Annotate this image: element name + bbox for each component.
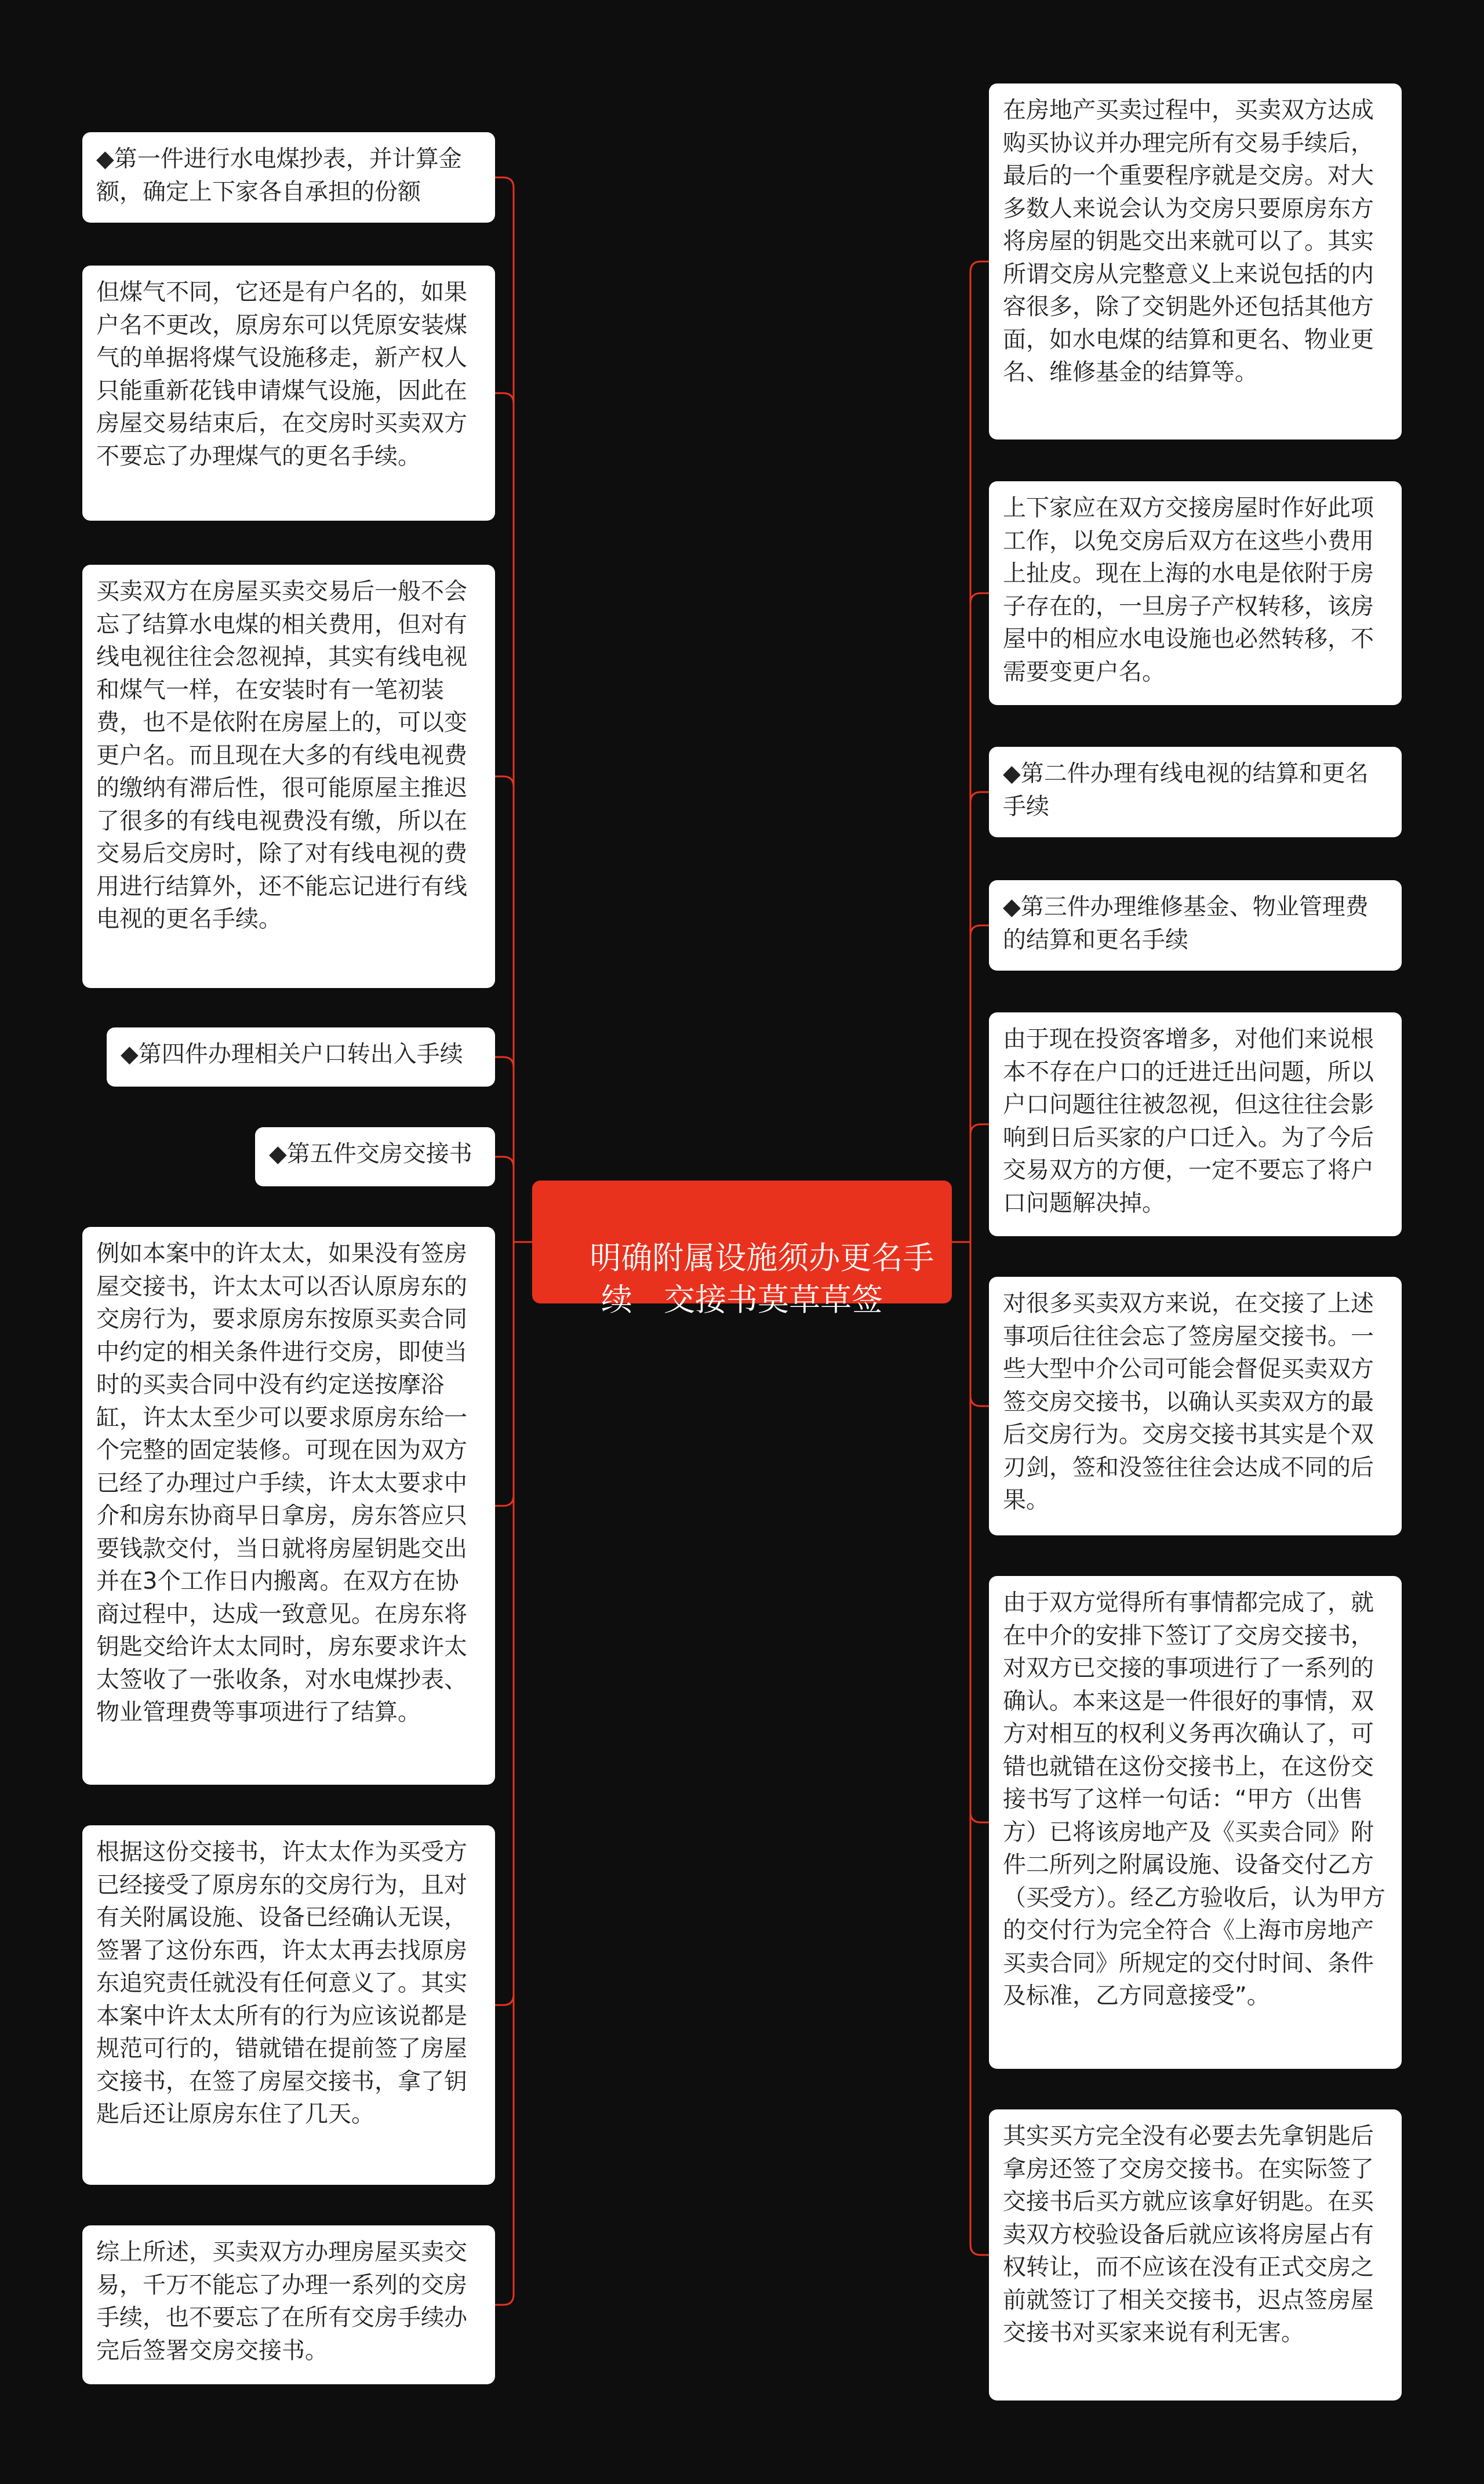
left-branch-line	[495, 1242, 514, 1506]
left-node-3[interactable]	[82, 565, 495, 988]
right-node-3[interactable]	[989, 747, 1402, 837]
right-node-4-text: ◆第三件办理维修基金、物业管理费的结算和更名手续	[1003, 894, 1369, 953]
left-node-1[interactable]	[82, 132, 495, 223]
left-branch-line	[495, 776, 514, 1242]
right-branch-line	[970, 1242, 989, 1822]
right-node-3-text: ◆第二件办理有线电视的结算和更名手续	[1003, 760, 1369, 820]
left-node-8[interactable]	[82, 2225, 495, 2384]
left-node-4[interactable]	[107, 1027, 495, 1087]
right-node-1-text: 在房地产买卖过程中，买卖双方达成购买协议并办理完所有交易手续后，最后的一个重要程序就是交房。对大多数人来说会认为交房只要原房东方将房屋的钥匙交出来就可以了。其实所谓交房从完整意义上来说包括的内容很多，除了交钥匙外还包括其他方面，如水电煤的结算和更名、物业更名、维修基金的结算等。	[1003, 97, 1374, 386]
central-topic[interactable]	[532, 1181, 952, 1318]
right-node-7[interactable]	[989, 1576, 1402, 2069]
left-node-8-text: 综上所述，买卖双方办理房屋买卖交易，千万不能忘了办理一系列的交房手续，也不要忘了在所有交房手续办完后签署交房交接书。	[96, 2239, 467, 2364]
right-branch-line	[970, 1242, 989, 2255]
right-node-8-text: 其实买方完全没有必要去先拿钥匙后拿房还签了交房交接书。在实际签了交接书后买方就应该拿好钥匙。在买卖双方校验设备后就应该将房屋占有权转让，而不应该在没有正式交房之前就签订了相关交接书，迟点签房屋交接书对买家来说有利无害。	[1003, 2123, 1374, 2346]
right-node-1[interactable]	[989, 83, 1402, 440]
left-node-6-text: 例如本案中的许太太，如果没有签房屋交接书，许太太可以否认原房东的交房行为，要求原房东按原买卖合同中约定的相关条件进行交房，即使当时的买卖合同中没有约定送按摩浴缸，许太太至少可以要求原房东给一个完整的固定装修。可现在因为双方已经了办理过户手续，许太太要求中介和房东协商早日拿房，房东答应只要钱款交付，当日就将房屋钥匙交出并在3个工作日内搬离。在双方在协商过程中，达成一致意见。在房东将钥匙交给许太太同时，房东要求许太太签收了一张收条，对水电煤抄表、物业管理费等事项进行了结算。	[96, 1240, 467, 1726]
right-branch-line	[970, 262, 989, 1242]
left-branch-line	[495, 1057, 514, 1242]
right-branch-line	[970, 925, 989, 1242]
right-node-2-text: 上下家应在双方交接房屋时作好此项工作，以免交房后双方在这些小费用上扯皮。现在上海的水电是依附于房子存在的，一旦房子产权转移，该房屋中的相应水电设施也必然转移，不需要变更户名。	[1003, 495, 1374, 685]
right-node-6-text: 对很多买卖双方来说，在交接了上述事项后往往会忘了签房屋交接书。一些大型中介公司可能会督促买卖双方签交房交接书，以确认买卖双方的最后交房行为。交房交接书其实是个双刃剑，签和没签往往会达成不同的后果。	[1003, 1290, 1374, 1513]
left-branch-line	[495, 393, 514, 1242]
right-node-2[interactable]	[989, 481, 1402, 705]
left-node-4-text: ◆第四件办理相关户口转出入手续	[121, 1041, 463, 1067]
left-node-7[interactable]	[82, 1825, 495, 2185]
left-node-3-text: 买卖双方在房屋买卖交易后一般不会忘了结算水电煤的相关费用，但对有线电视往往会忽视掉，其实有线电视和煤气一样，在安装时有一笔初装费，也不是依附在房屋上的，可以变更户名。而且现在大多的有线电视费的缴纳有滞后性，很可能原屋主推迟了很多的有线电视费没有缴，所以在交易后交房时，除了对有线电视的费用进行结算外，还不能忘记进行有线电视的更名手续。	[96, 578, 467, 932]
left-node-6[interactable]	[82, 1227, 495, 1785]
left-node-5-text: ◆第五件交房交接书	[269, 1141, 472, 1167]
left-node-5[interactable]	[255, 1127, 495, 1186]
left-branch-line	[495, 177, 514, 1242]
right-node-7-text: 由于双方觉得所有事情都完成了，就在中介的安排下签订了交房交接书，对双方已交接的事项进行了一系列的确认。本来这是一件很好的事情，双方对相互的权利义务再次确认了，可错也就错在这份交接书上，在这份交接书写了这样一句话：“甲方（出售方）已将该房地产及《买卖合同》附件二所列之附属设施、设备交付乙方（买受方）。经乙方验收后，认为甲方的交付行为完全符合《上海市房地产买卖合同》所规定的交付时间、条件及标准，乙方同意接受”。	[1003, 1589, 1385, 2009]
central-topic-text: 明确附属设施须办更名手续 交接书莫草草签	[590, 1240, 934, 1318]
left-branch-line	[495, 1242, 514, 2005]
left-branch-line	[495, 1157, 514, 1242]
right-branch-line	[970, 792, 989, 1242]
left-node-7-text: 根据这份交接书，许太太作为买受方已经接受了原房东的交房行为，且对有关附属设施、设备已经确认无误，签署了这份东西，许太太再去找原房东追究责任就没有任何意义了。其实本案中许太太所有的行为应该说都是规范可行的，错就错在提前签了房屋交接书，在签了房屋交接书，拿了钥匙后还让原房东住了几天。	[96, 1839, 467, 2127]
left-branch-line	[495, 1242, 514, 2305]
right-node-5-text: 由于现在投资客增多，对他们来说根本不存在户口的迁进迁出问题，所以户口问题往往被忽视，但这往往会影响到日后买家的户口迁入。为了今后交易双方的方便，一定不要忘了将户口问题解决掉。	[1003, 1026, 1374, 1216]
right-branch-line	[970, 1124, 989, 1242]
left-node-2-text: 但煤气不同，它还是有户名的，如果户名不更改，原房东可以凭原安装煤气的单据将煤气设施移走，新产权人只能重新花钱申请煤气设施，因此在房屋交易结束后，在交房时买卖双方不要忘了办理煤气的更名手续。	[96, 279, 467, 470]
right-branch-line	[970, 593, 989, 1242]
right-node-8[interactable]	[989, 2109, 1402, 2401]
left-node-2[interactable]	[82, 266, 495, 521]
left-node-1-text: ◆第一件进行水电煤抄表，并计算金额，确定上下家各自承担的份额	[96, 146, 462, 205]
right-node-4[interactable]	[989, 880, 1402, 971]
right-node-5[interactable]	[989, 1012, 1402, 1236]
right-branch-line	[970, 1242, 989, 1406]
right-node-6[interactable]	[989, 1277, 1402, 1535]
